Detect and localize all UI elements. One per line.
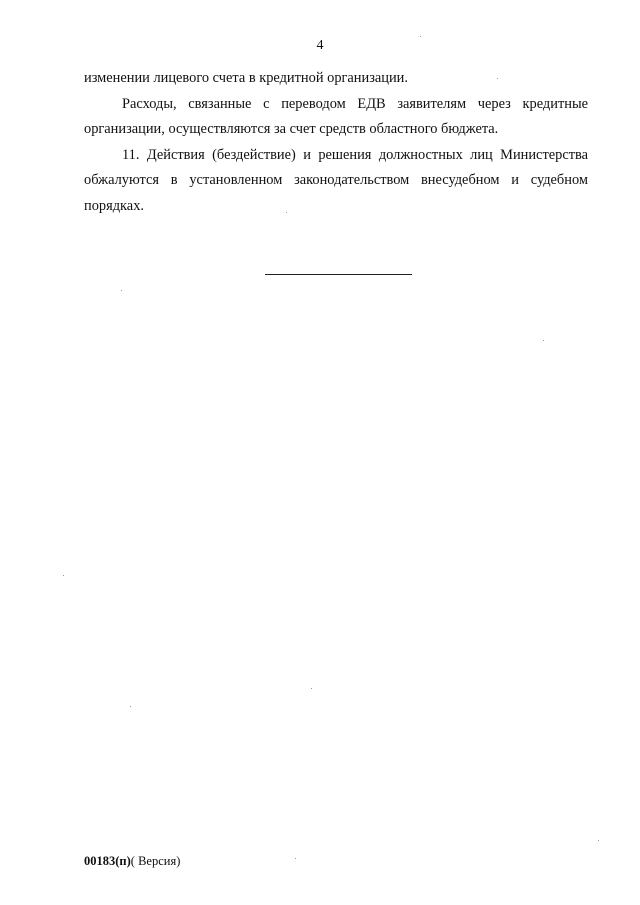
scan-speck	[121, 290, 122, 291]
page-number: 4	[316, 38, 324, 53]
paragraph-expenses: Расходы, связанные с переводом ЕДВ заявителям через кредитные организации, осуществляются за счет средств областного бюджета.	[84, 95, 588, 137]
scan-speck	[497, 78, 498, 79]
scan-speck	[598, 840, 599, 841]
footer-version-label: ( Версия)	[130, 854, 181, 868]
paragraph-appeal: 11. Действия (бездействие) и решения должностных лиц Министерства обжалуются в установленном законодательством внесудебном и судебном порядках.	[84, 146, 588, 214]
scan-speck	[543, 340, 544, 341]
scan-speck	[63, 575, 64, 576]
scan-speck	[130, 706, 131, 707]
scan-speck	[286, 212, 287, 213]
footer-document-code	[84, 854, 180, 869]
scan-speck	[420, 36, 421, 37]
end-of-text-divider	[265, 274, 412, 275]
paragraph-continuation: изменении лицевого счета в кредитной организации.	[84, 70, 408, 86]
scan-speck	[311, 688, 312, 689]
footer-code-number: 00183(п)	[84, 854, 131, 868]
scan-speck	[295, 858, 296, 859]
document-body	[84, 66, 588, 219]
